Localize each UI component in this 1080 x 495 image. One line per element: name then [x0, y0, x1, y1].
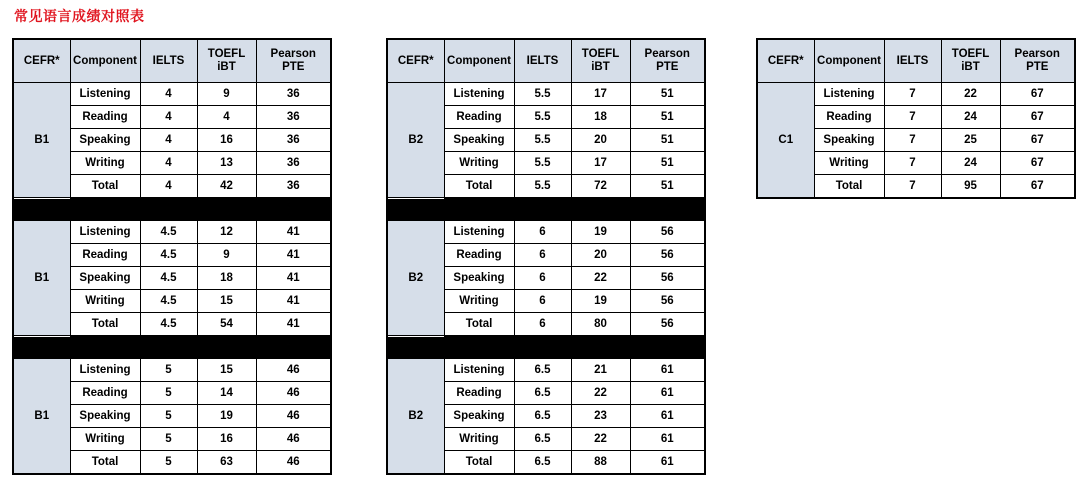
ielts-cell: 5.5: [514, 83, 571, 106]
toefl-cell: 13: [197, 152, 256, 175]
ielts-cell: 4: [140, 83, 197, 106]
table-row: [387, 359, 705, 382]
header-toefl-line2: iBT: [961, 61, 980, 73]
toefl-cell: 20: [571, 129, 630, 152]
component-cell: Listening: [444, 83, 514, 106]
component-cell: Total: [70, 313, 140, 336]
ielts-cell: 7: [884, 83, 941, 106]
toefl-cell: 15: [197, 290, 256, 313]
pte-cell: 56: [630, 267, 705, 290]
toefl-cell: 22: [571, 382, 630, 405]
header-cefr: CEFR*: [387, 39, 444, 83]
ielts-cell: 6.5: [514, 428, 571, 451]
separator-bar: [13, 336, 331, 359]
separator-bar: [387, 198, 705, 221]
pte-cell: 41: [256, 290, 331, 313]
toefl-cell: 42: [197, 175, 256, 198]
ielts-cell: 4.5: [140, 313, 197, 336]
pte-cell: 61: [630, 405, 705, 428]
header-pte: [630, 39, 705, 83]
pte-cell: 56: [630, 313, 705, 336]
header-row: [757, 39, 1075, 83]
ielts-cell: 4: [140, 175, 197, 198]
toefl-cell: 17: [571, 152, 630, 175]
ielts-cell: 5: [140, 405, 197, 428]
cefr-level: B1: [13, 83, 70, 198]
cefr-level: C1: [757, 83, 814, 198]
toefl-cell: 72: [571, 175, 630, 198]
pte-cell: 67: [1000, 175, 1075, 198]
component-cell: Reading: [444, 244, 514, 267]
pte-cell: 36: [256, 175, 331, 198]
component-cell: Total: [444, 175, 514, 198]
header-toefl: [197, 39, 256, 83]
toefl-cell: 4: [197, 106, 256, 129]
pte-cell: 36: [256, 106, 331, 129]
pte-cell: 51: [630, 152, 705, 175]
toefl-cell: 12: [197, 221, 256, 244]
pte-cell: 56: [630, 290, 705, 313]
pte-cell: 67: [1000, 83, 1075, 106]
pte-cell: 61: [630, 359, 705, 382]
toefl-cell: 16: [197, 428, 256, 451]
pte-cell: 36: [256, 152, 331, 175]
ielts-cell: 4: [140, 129, 197, 152]
toefl-cell: 54: [197, 313, 256, 336]
component-cell: Reading: [814, 106, 884, 129]
component-cell: Speaking: [70, 129, 140, 152]
ielts-cell: 7: [884, 152, 941, 175]
component-cell: Speaking: [444, 129, 514, 152]
ielts-cell: 4.5: [140, 290, 197, 313]
cefr-level: B1: [13, 359, 70, 474]
table-row: [757, 83, 1075, 106]
pte-cell: 36: [256, 129, 331, 152]
score-table: [12, 38, 332, 475]
ielts-cell: 4.5: [140, 221, 197, 244]
header-toefl-line1: TOEFL: [581, 48, 620, 60]
header-pte-line2: PTE: [282, 61, 305, 73]
header-row: [13, 39, 331, 83]
pte-cell: 61: [630, 428, 705, 451]
pte-cell: 67: [1000, 106, 1075, 129]
component-cell: Listening: [70, 83, 140, 106]
header-toefl: [571, 39, 630, 83]
ielts-cell: 7: [884, 129, 941, 152]
component-cell: Writing: [70, 152, 140, 175]
toefl-cell: 63: [197, 451, 256, 474]
table-body: [757, 83, 1075, 198]
pte-cell: 67: [1000, 129, 1075, 152]
toefl-cell: 23: [571, 405, 630, 428]
component-cell: Listening: [814, 83, 884, 106]
ielts-cell: 5: [140, 382, 197, 405]
separator-row: [13, 198, 331, 221]
table-header: [387, 39, 705, 83]
cefr-level: B1: [13, 221, 70, 336]
toefl-cell: 22: [571, 428, 630, 451]
pte-cell: 46: [256, 451, 331, 474]
pte-cell: 51: [630, 83, 705, 106]
pte-cell: 36: [256, 83, 331, 106]
pte-cell: 41: [256, 267, 331, 290]
toefl-cell: 19: [197, 405, 256, 428]
component-cell: Speaking: [70, 405, 140, 428]
toefl-cell: 18: [571, 106, 630, 129]
component-cell: Reading: [70, 382, 140, 405]
component-cell: Writing: [444, 290, 514, 313]
ielts-cell: 6: [514, 221, 571, 244]
table-header: [757, 39, 1075, 83]
component-cell: Speaking: [70, 267, 140, 290]
header-row: [387, 39, 705, 83]
component-cell: Reading: [70, 106, 140, 129]
ielts-cell: 7: [884, 106, 941, 129]
ielts-cell: 6: [514, 267, 571, 290]
ielts-cell: 4.5: [140, 267, 197, 290]
header-component: Component: [814, 39, 884, 83]
component-cell: Total: [444, 313, 514, 336]
table-header: [13, 39, 331, 83]
ielts-cell: 4.5: [140, 244, 197, 267]
separator-bar: [387, 336, 705, 359]
header-pte: [1000, 39, 1075, 83]
toefl-cell: 25: [941, 129, 1000, 152]
table-row: [387, 83, 705, 106]
component-cell: Writing: [444, 152, 514, 175]
component-cell: Total: [814, 175, 884, 198]
pte-cell: 51: [630, 106, 705, 129]
table-row: [387, 221, 705, 244]
ielts-cell: 6: [514, 313, 571, 336]
header-component: Component: [444, 39, 514, 83]
header-pte-line1: Pearson: [270, 48, 316, 60]
component-cell: Listening: [444, 221, 514, 244]
component-cell: Speaking: [444, 267, 514, 290]
toefl-cell: 19: [571, 221, 630, 244]
toefl-cell: 24: [941, 152, 1000, 175]
ielts-cell: 6.5: [514, 359, 571, 382]
component-cell: Total: [70, 175, 140, 198]
component-cell: Writing: [70, 428, 140, 451]
toefl-cell: 9: [197, 244, 256, 267]
header-toefl-line1: TOEFL: [207, 48, 246, 60]
ielts-cell: 6.5: [514, 451, 571, 474]
ielts-cell: 4: [140, 152, 197, 175]
ielts-cell: 5: [140, 451, 197, 474]
component-cell: Writing: [70, 290, 140, 313]
header-cefr: CEFR*: [757, 39, 814, 83]
ielts-cell: 5.5: [514, 152, 571, 175]
header-ielts: IELTS: [140, 39, 197, 83]
pte-cell: 46: [256, 382, 331, 405]
component-cell: Listening: [70, 359, 140, 382]
component-cell: Reading: [444, 106, 514, 129]
pte-cell: 56: [630, 221, 705, 244]
toefl-cell: 9: [197, 83, 256, 106]
pte-cell: 41: [256, 221, 331, 244]
table-row: [13, 359, 331, 382]
table-row: [13, 221, 331, 244]
table-body: [13, 83, 331, 474]
component-cell: Reading: [70, 244, 140, 267]
toefl-cell: 22: [941, 83, 1000, 106]
toefl-cell: 24: [941, 106, 1000, 129]
page-title: 常见语言成绩对照表: [14, 9, 145, 25]
component-cell: Total: [444, 451, 514, 474]
cefr-level: B2: [387, 221, 444, 336]
pte-cell: 46: [256, 359, 331, 382]
header-toefl-line2: iBT: [217, 61, 236, 73]
toefl-cell: 95: [941, 175, 1000, 198]
ielts-cell: 5.5: [514, 175, 571, 198]
toefl-cell: 20: [571, 244, 630, 267]
ielts-cell: 6.5: [514, 382, 571, 405]
component-cell: Total: [70, 451, 140, 474]
toefl-cell: 88: [571, 451, 630, 474]
ielts-cell: 5.5: [514, 129, 571, 152]
separator-row: [387, 198, 705, 221]
header-ielts: IELTS: [514, 39, 571, 83]
ielts-cell: 6: [514, 290, 571, 313]
header-ielts: IELTS: [884, 39, 941, 83]
ielts-cell: 6.5: [514, 405, 571, 428]
ielts-cell: 5: [140, 428, 197, 451]
score-table: [386, 38, 706, 475]
header-pte-line2: PTE: [656, 61, 679, 73]
table-body: [387, 83, 705, 474]
pte-cell: 41: [256, 244, 331, 267]
table-row: [13, 83, 331, 106]
ielts-cell: 7: [884, 175, 941, 198]
header-toefl: [941, 39, 1000, 83]
separator-row: [13, 336, 331, 359]
ielts-cell: 4: [140, 106, 197, 129]
component-cell: Speaking: [444, 405, 514, 428]
toefl-cell: 18: [197, 267, 256, 290]
cefr-level: B2: [387, 83, 444, 198]
pte-cell: 46: [256, 405, 331, 428]
separator-bar: [13, 198, 331, 221]
toefl-cell: 19: [571, 290, 630, 313]
component-cell: Listening: [444, 359, 514, 382]
toefl-cell: 14: [197, 382, 256, 405]
pte-cell: 56: [630, 244, 705, 267]
separator-row: [387, 336, 705, 359]
header-pte: [256, 39, 331, 83]
toefl-cell: 17: [571, 83, 630, 106]
pte-cell: 61: [630, 382, 705, 405]
pte-cell: 46: [256, 428, 331, 451]
ielts-cell: 5: [140, 359, 197, 382]
header-pte-line2: PTE: [1026, 61, 1049, 73]
header-pte-line1: Pearson: [1014, 48, 1060, 60]
pte-cell: 51: [630, 129, 705, 152]
toefl-cell: 16: [197, 129, 256, 152]
toefl-cell: 21: [571, 359, 630, 382]
component-cell: Speaking: [814, 129, 884, 152]
header-component: Component: [70, 39, 140, 83]
toefl-cell: 22: [571, 267, 630, 290]
header-toefl-line1: TOEFL: [951, 48, 990, 60]
score-table: [756, 38, 1076, 199]
ielts-cell: 6: [514, 244, 571, 267]
header-cefr: CEFR*: [13, 39, 70, 83]
pte-cell: 67: [1000, 152, 1075, 175]
cefr-level: B2: [387, 359, 444, 474]
toefl-cell: 80: [571, 313, 630, 336]
pte-cell: 41: [256, 313, 331, 336]
pte-cell: 51: [630, 175, 705, 198]
component-cell: Writing: [814, 152, 884, 175]
header-pte-line1: Pearson: [644, 48, 690, 60]
component-cell: Reading: [444, 382, 514, 405]
header-toefl-line2: iBT: [591, 61, 610, 73]
toefl-cell: 15: [197, 359, 256, 382]
ielts-cell: 5.5: [514, 106, 571, 129]
pte-cell: 61: [630, 451, 705, 474]
component-cell: Listening: [70, 221, 140, 244]
component-cell: Writing: [444, 428, 514, 451]
